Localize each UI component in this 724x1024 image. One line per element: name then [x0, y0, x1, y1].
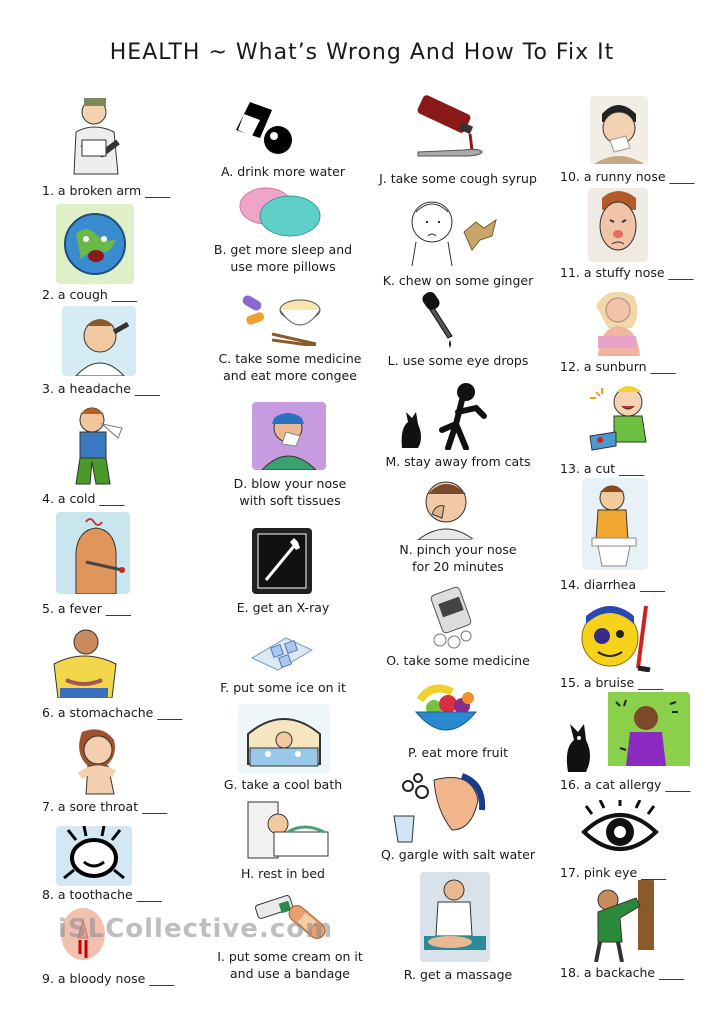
cough-syrup-icon: [410, 94, 488, 166]
pills-icon: [426, 586, 478, 650]
problem-label: 10. a runny nose ____: [560, 169, 695, 184]
problem-label: 13. a cut ____: [560, 461, 645, 476]
remedy-label: P. eat more fruit: [408, 745, 508, 760]
remedy-label: B. get more sleep and: [213, 242, 353, 257]
sunburn-icon: [588, 284, 644, 356]
remedy-label: F. put some ice on it: [220, 680, 346, 695]
cat-allergy-icon: [560, 692, 690, 774]
cat-icon: [396, 378, 492, 450]
x-ray-icon: [252, 528, 312, 594]
remedy-label: L. use some eye drops: [387, 353, 529, 368]
remedy-label: C. take some medicine: [218, 351, 362, 366]
problem-label: 3. a headache ____: [42, 381, 160, 396]
problem-label: 7. a sore throat ____: [42, 799, 168, 814]
stuffy-nose-icon: [588, 188, 648, 262]
remedy-label: use more pillows: [230, 259, 336, 274]
problem-label: 6. a stomachache ____: [42, 705, 183, 720]
gargle-icon: [392, 770, 488, 844]
remedy-label: R. get a massage: [403, 967, 513, 982]
problem-label: 1. a broken arm ____: [42, 183, 171, 198]
remedy-label: and use a bandage: [230, 966, 350, 981]
broken-arm-icon: [62, 92, 132, 180]
problem-label: 16. a cat allergy ____: [560, 777, 691, 792]
toothache-icon: [56, 826, 132, 886]
problem-label: 15. a bruise ____: [560, 675, 664, 690]
massage-icon: [420, 872, 490, 962]
remedy-label: I. put some cream on it: [217, 949, 363, 964]
eye-dropper-icon: [418, 290, 462, 352]
bruise-icon: [576, 596, 662, 672]
watermark: iSLCollective.com: [58, 914, 334, 944]
problem-label: 11. a stuffy nose ____: [560, 265, 694, 280]
problem-label: 5. a fever ____: [42, 601, 131, 616]
remedy-label: D. blow your nose: [233, 476, 347, 491]
problem-label: 17. pink eye ____: [560, 865, 667, 880]
remedy-label: Q. gargle with salt water: [381, 847, 535, 862]
ginger-icon: [400, 192, 504, 268]
headache-icon: [62, 306, 136, 376]
problem-label: 18. a backache ____: [560, 965, 685, 980]
fruit-bowl-icon: [412, 678, 480, 740]
problem-label: 8. a toothache ____: [42, 887, 162, 902]
remedy-label: A. drink more water: [221, 164, 345, 179]
bed-icon: [244, 796, 330, 860]
problem-label: 2. a cough ____: [42, 287, 137, 302]
remedy-label: for 20 minutes: [412, 559, 504, 574]
bath-icon: [238, 704, 330, 774]
problem-label: 12. a sunburn ____: [560, 359, 676, 374]
problem-label: 4. a cold ____: [42, 491, 125, 506]
stomachache-icon: [46, 624, 122, 698]
diarrhea-icon: [582, 478, 648, 570]
cut-icon: [586, 380, 660, 458]
remedy-label: O. take some medicine: [386, 653, 530, 668]
congee-icon: [236, 290, 326, 346]
remedy-label: M. stay away from cats: [385, 454, 531, 469]
remedy-label: with soft tissues: [239, 493, 341, 508]
remedy-label: H. rest in bed: [241, 866, 325, 881]
remedy-label: J. take some cough syrup: [379, 171, 537, 186]
remedy-label: and eat more congee: [223, 368, 357, 383]
fever-icon: [56, 512, 130, 594]
problem-label: 9. a bloody nose ____: [42, 971, 175, 986]
remedy-label: K. chew on some ginger: [382, 273, 534, 288]
problem-label: 14. diarrhea ____: [560, 577, 666, 592]
pillows-icon: [236, 184, 322, 240]
remedy-label: E. get an X-ray: [236, 600, 330, 615]
pink-eye-icon: [580, 800, 660, 862]
remedy-label: G. take a cool bath: [223, 777, 343, 792]
runny-nose-icon: [590, 96, 648, 164]
backache-icon: [586, 880, 656, 962]
ice-pack-icon: [246, 628, 318, 678]
remedy-label: N. pinch your nose: [399, 542, 517, 557]
cough-icon: [56, 204, 134, 284]
tissue-icon: [252, 402, 326, 470]
water-jug-icon: [230, 96, 300, 158]
page-title: HEALTH ~ What’s Wrong And How To Fix It: [109, 40, 615, 65]
pinch-nose-icon: [412, 474, 474, 540]
sore-throat-icon: [58, 724, 132, 796]
cold-icon: [62, 402, 132, 486]
